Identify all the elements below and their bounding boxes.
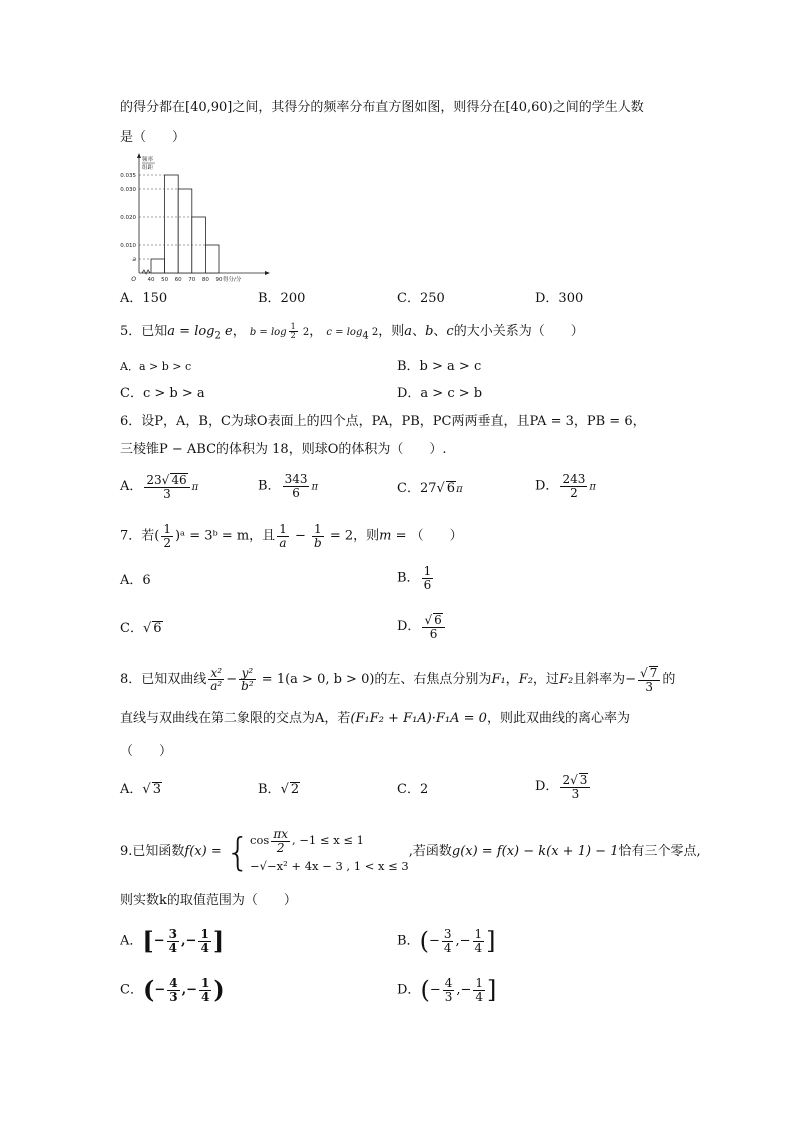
q8-stem-line3: （ ）: [120, 744, 173, 759]
q6-option-a[interactable]: A． $\frac{23√ 46}{3}$ π: [120, 473, 199, 501]
q7-option-d[interactable]: D． $\frac{√ 6}{6}$: [397, 613, 447, 640]
x-tick-label: 50: [161, 277, 169, 283]
y-tick-label: 0.035: [120, 173, 136, 179]
q5-option-a[interactable]: A．a > b > c: [120, 360, 192, 373]
q6-stem-line2: 三棱锥P − ABC的体积为 18，则球O的体积为（ ）.: [120, 442, 447, 457]
q5-stem: 5．已知$a = \log_2 e$， b = log $\frac{1}{2}$ 2， $c = \log_4 2$，则a、b、c的大小关系为（ ）: [120, 321, 584, 342]
q7-option-a[interactable]: A．6: [120, 573, 151, 588]
x-axis-arrow: [265, 271, 270, 275]
q7-option-b[interactable]: B． $\frac{1}{6}$: [397, 564, 432, 592]
q7-stem: 7．若( $\frac{1}{2}$ )ᵃ = 3ᵇ = m，且 $\frac{1}{a}$ − $\frac{1}{b}$ = 2，则m = （ ）: [120, 522, 463, 550]
origin-label: O: [131, 276, 136, 283]
x-tick-label: 70: [188, 277, 196, 283]
q9-piecewise: cos $\frac{\pi x}{2}$ , −1 ≤ x ≤ 1 −√−x² + 4x − 3 , 1 < x ≤ 3: [250, 827, 409, 873]
q8-option-c[interactable]: C．2: [397, 782, 429, 797]
q7-option-c[interactable]: C．√ 6: [120, 621, 162, 636]
q5-option-b[interactable]: B．b > a > c: [397, 359, 482, 374]
y-axis-label-top: 频率: [142, 157, 154, 163]
q6-stem-line1: 6．设P，A，B，C为球O表面上的四个点，PA，PB，PC两两垂直，且PA = 3，PB = 6，: [120, 414, 646, 429]
q4-option-b[interactable]: B．200: [258, 291, 306, 306]
y-axis-arrow: [137, 153, 141, 158]
x-tick-label: 40: [147, 277, 155, 283]
q9-option-c[interactable]: C．(− $\frac{4}{3}$ ,− $\frac{1}{4}$ ): [120, 975, 225, 1005]
q9-option-a[interactable]: A．[− $\frac{3}{4}$ ,− $\frac{1}{4}$ ]: [120, 926, 225, 956]
q4-text-line1: 的得分都在[40,90]之间，其得分的频率分布直方图如图，则得分在[40,60)之间的学生人数: [120, 100, 644, 115]
x-axis-label: 得分/分: [223, 277, 242, 283]
histogram-bar: [205, 245, 219, 273]
y-tick-label: 0.030: [120, 187, 136, 193]
q6-option-c[interactable]: C．27√ 6π: [397, 481, 463, 496]
q6-option-b[interactable]: B． $\frac{343}{6}$ π: [258, 472, 319, 500]
q8-option-a[interactable]: A．√ 3: [120, 782, 161, 797]
q9-option-d[interactable]: D．(− $\frac{4}{3}$ ,− $\frac{1}{4}$ ]: [397, 976, 497, 1005]
q8-stem-line1: 8．已知双曲线 $\frac{\text{x²}}{\text{a²}}$ − $\frac{\text{y²}}{\text{b²}}$ = 1(a > 0, b > 0)的左、右焦点分别为F₁，F₂，过F₂且斜率为− $\frac{√ 7}{3}$ 的: [120, 665, 676, 694]
q8-option-d[interactable]: D． $\frac{2√ 3}{3}$: [535, 773, 592, 800]
y-tick-label: 0.010: [120, 243, 136, 249]
y-axis-label-bottom: 组距: [142, 165, 154, 171]
x-tick-label: 80: [201, 277, 209, 283]
q5-option-d[interactable]: D．a > c > b: [397, 386, 483, 401]
histogram-bar: [151, 259, 165, 273]
q4-option-d[interactable]: D．300: [535, 291, 584, 306]
q9-option-b[interactable]: B．(− $\frac{3}{4}$ ,− $\frac{1}{4}$ ]: [397, 927, 496, 956]
q4-text-line2: 是（ ）: [120, 130, 186, 145]
q8-vector-expression: (F₁F₂ + F₁A)·F₁A = 0: [350, 711, 487, 726]
x-tick-label: 60: [174, 277, 182, 283]
q9-stem-line1: 9.已知函数f(x) = { cos $\frac{\pi x}{2}$ , −1 ≤ x ≤ 1 −√−x² + 4x − 3 , 1 < x ≤ 3 ,若函数g(x) = f(x) − k(x + 1) − 1恰有三个零点,: [120, 824, 701, 880]
y-tick-label: 0.020: [120, 215, 136, 221]
q9-stem-line2: 则实数k的取值范围为（ ）: [120, 893, 297, 908]
q4-option-a[interactable]: A．150: [120, 291, 168, 306]
q6-option-d[interactable]: D． $\frac{243}{2}$ π: [535, 472, 596, 500]
q4-option-c[interactable]: C．250: [397, 291, 445, 306]
x-tick-label: 90: [215, 277, 223, 283]
a-label: a: [132, 256, 136, 263]
q5-option-c[interactable]: C．c > b > a: [120, 386, 205, 401]
frequency-histogram: [115, 150, 285, 285]
histogram-bar: [165, 175, 179, 273]
histogram-bar: [178, 189, 192, 273]
q8-option-b[interactable]: B．√ 2: [258, 782, 300, 797]
q8-stem-line2: 直线与双曲线在第二象限的交点为A，若(F₁F₂ + F₁A)·F₁A = 0，则此双曲线的离心率为: [120, 711, 630, 726]
